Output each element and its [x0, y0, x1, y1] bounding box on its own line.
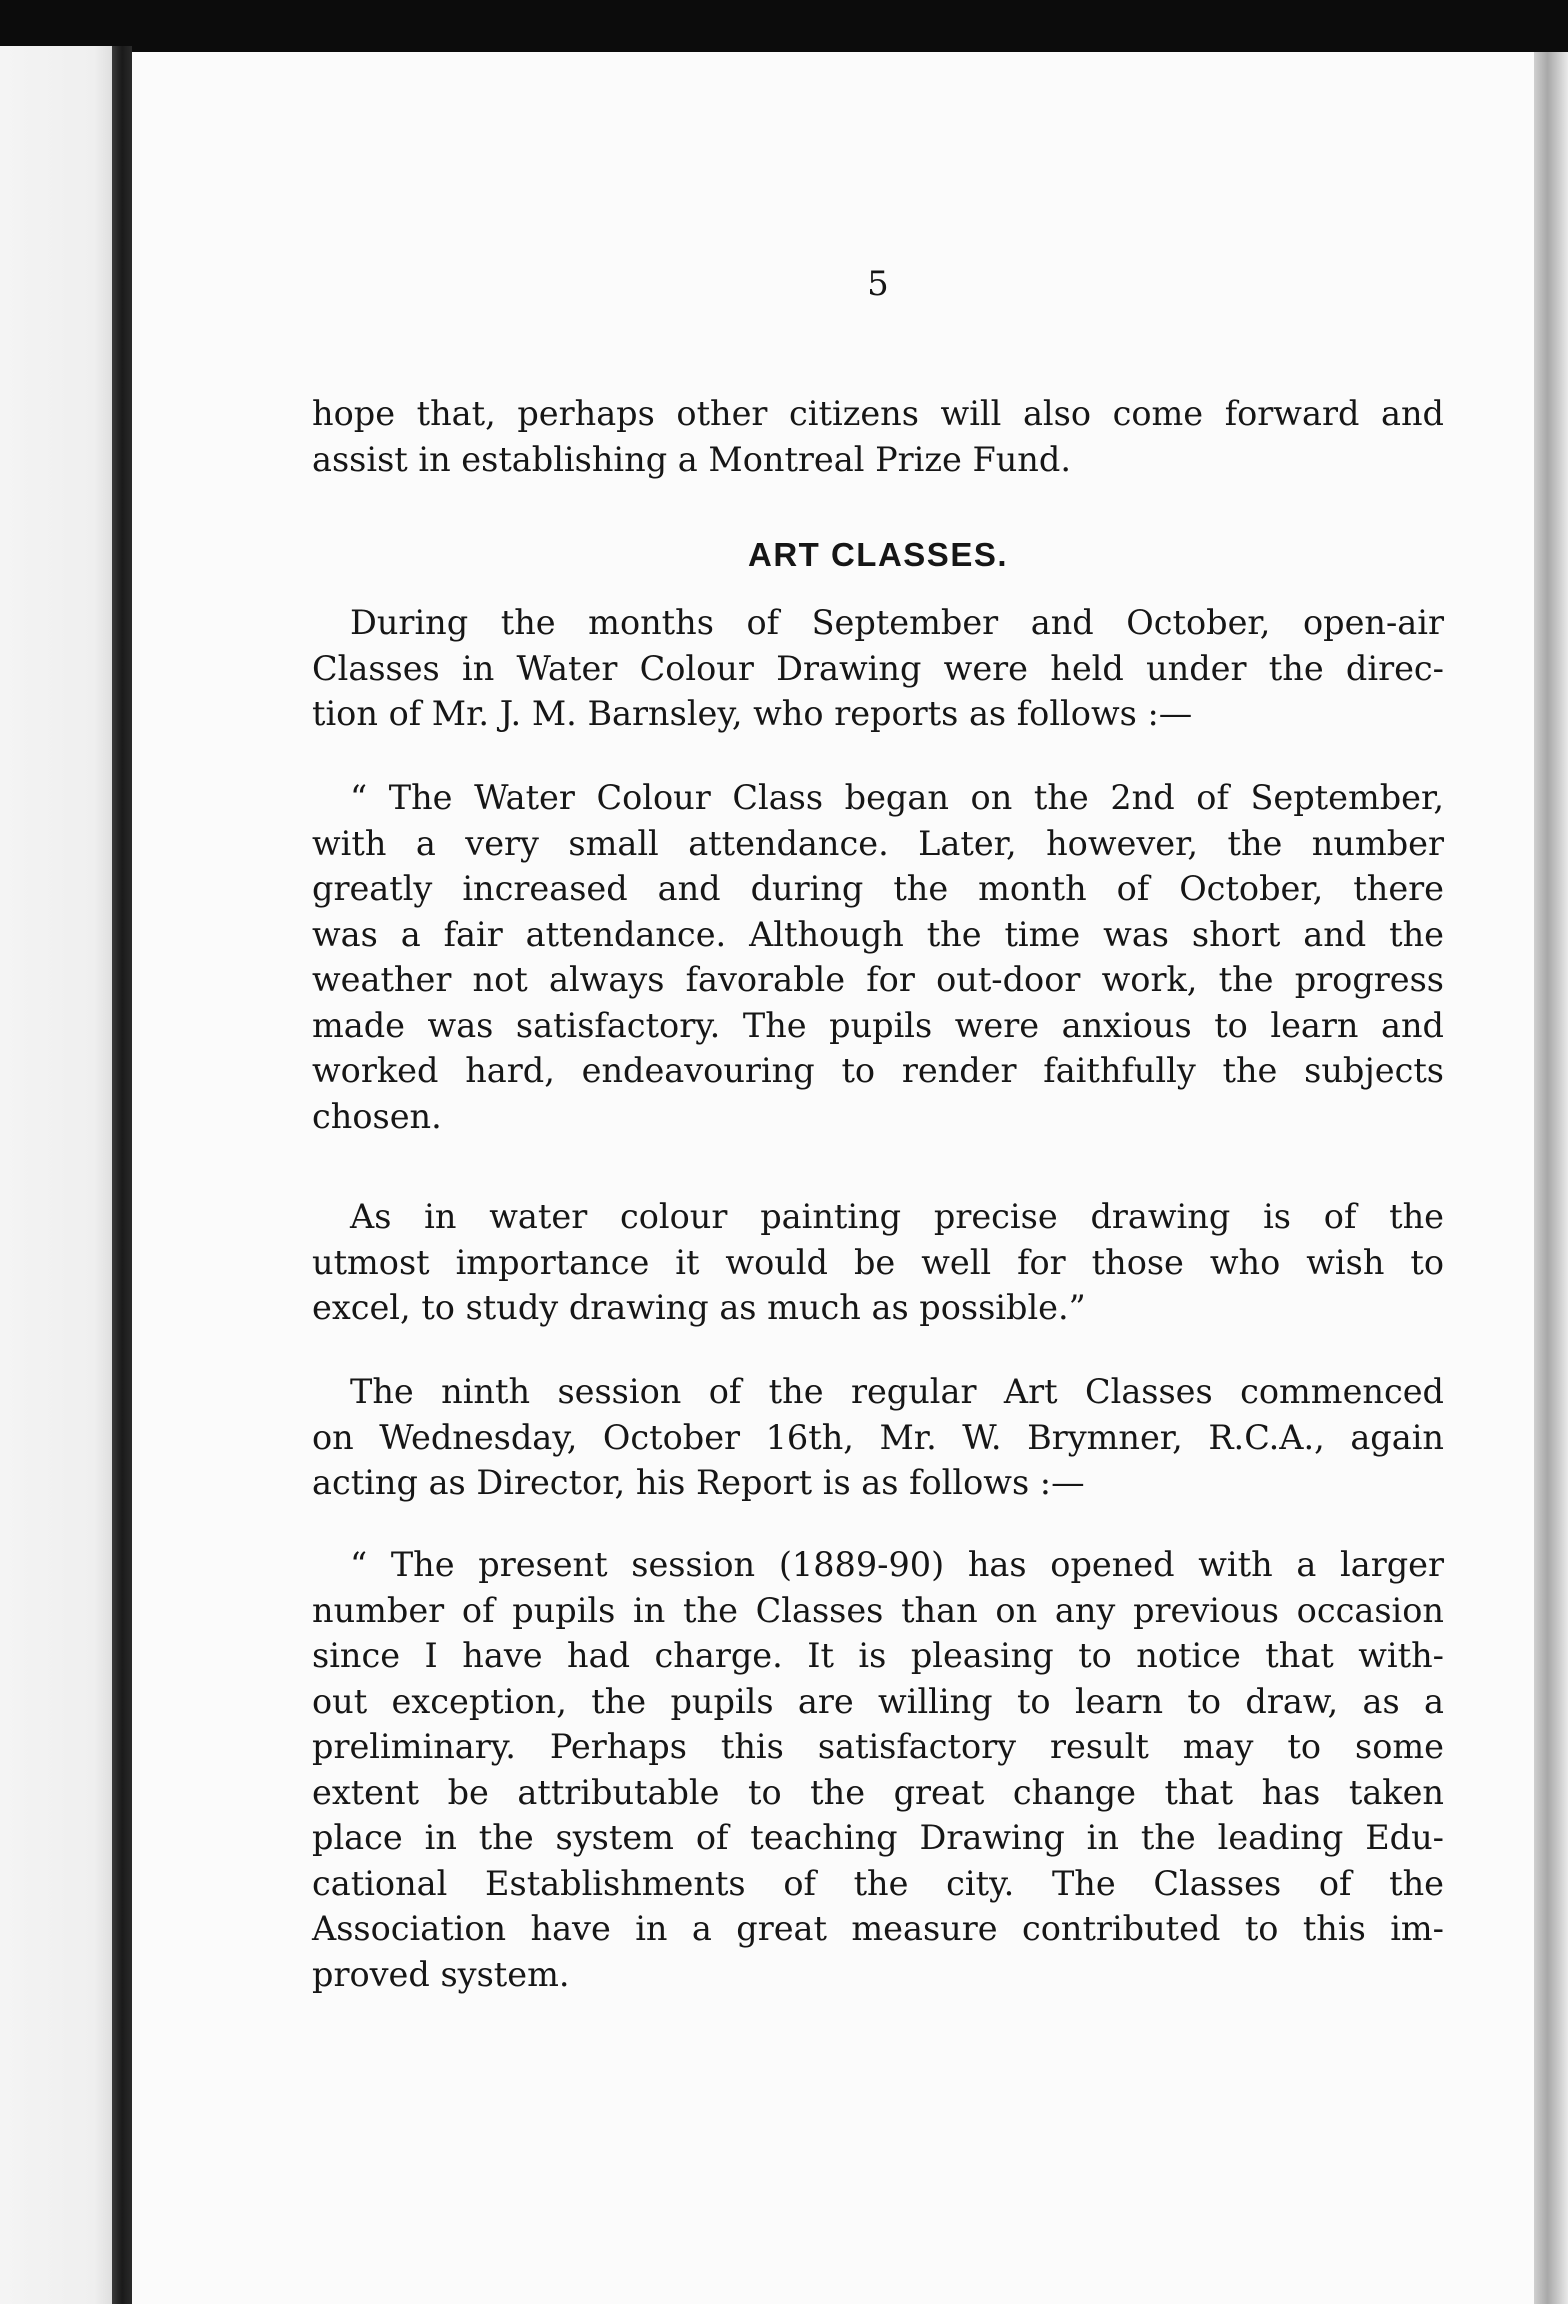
text-line: The ninth session of the regular Art Classes commenced [350, 1372, 1444, 1411]
text-line: number of pupils in the Classes than on any previous occasion [312, 1590, 1444, 1630]
page-right-edge [1534, 52, 1568, 2304]
text-line: As in water colour painting precise drawing is of the [350, 1197, 1444, 1236]
text-line: out exception, the pupils are willing to learn to draw, as a [312, 1681, 1444, 1721]
document-page [132, 52, 1534, 2304]
section-heading: ART CLASSES. [747, 536, 1009, 573]
facing-page-edge [0, 46, 118, 2304]
scanner-background [0, 0, 1568, 60]
paragraph-precise-drawing [312, 1194, 1444, 1331]
paragraph-present-session [312, 1542, 1444, 1997]
text-line: During the months of September and October, open-air [350, 603, 1444, 642]
text-line: place in the system of teaching Drawing in the leading Edu- [312, 1818, 1444, 1857]
text-line: “ The Water Colour Class began on the 2nd of September, [350, 778, 1444, 817]
text-line: “ The present session (1889-90) has opened with a larger [350, 1545, 1444, 1584]
text-line: chosen. [312, 1096, 442, 1136]
text-line: weather not always favorable for out-door work, the progress [312, 960, 1444, 999]
text-line: was a fair attendance. Although the time was short and the [312, 914, 1444, 954]
text-line: hope that, perhaps other citizens will also come forward and [312, 394, 1444, 433]
paragraph-ninth-session [312, 1369, 1444, 1506]
text-line: utmost importance it would be well for those who wish to [312, 1242, 1444, 1282]
text-line: Classes in Water Colour Drawing were held under the direc- [312, 648, 1444, 688]
text-line: with a very small attendance. Later, however, the number [312, 823, 1444, 863]
text-line: extent be attributable to the great change that has taken [312, 1772, 1444, 1812]
text-line: greatly increased and during the month of October, there [312, 869, 1444, 908]
paragraph-water-colour-report [312, 775, 1444, 1139]
text-line: excel, to study drawing as much as possible.” [312, 1288, 1086, 1327]
text-line: preliminary. Perhaps this satisfactory result may to some [312, 1727, 1444, 1766]
page-number: 5 [867, 264, 889, 304]
text-line: Association have in a great measure contributed to this im- [312, 1909, 1444, 1948]
text-line: worked hard, endeavouring to render faithfully the subjects [312, 1051, 1444, 1090]
text-line: assist in establishing a Montreal Prize Fund. [312, 439, 1071, 479]
text-line: proved system. [312, 1954, 570, 1994]
text-line: acting as Director, his Report is as follows :— [312, 1463, 1085, 1502]
paragraph-open-air-classes [312, 600, 1444, 737]
text-line: cational Establishments of the city. The Classes of the [312, 1863, 1444, 1903]
text-line: made was satisfactory. The pupils were anxious to learn and [312, 1005, 1444, 1045]
book-gutter [112, 46, 132, 2304]
text-line: tion of Mr. J. M. Barnsley, who reports as follows :— [312, 694, 1193, 733]
paragraph-prize-fund [312, 391, 1444, 482]
text-line: on Wednesday, October 16th, Mr. W. Brymner, R.C.A., again [312, 1417, 1444, 1457]
text-line: since I have had charge. It is pleasing to notice that with- [312, 1636, 1444, 1675]
